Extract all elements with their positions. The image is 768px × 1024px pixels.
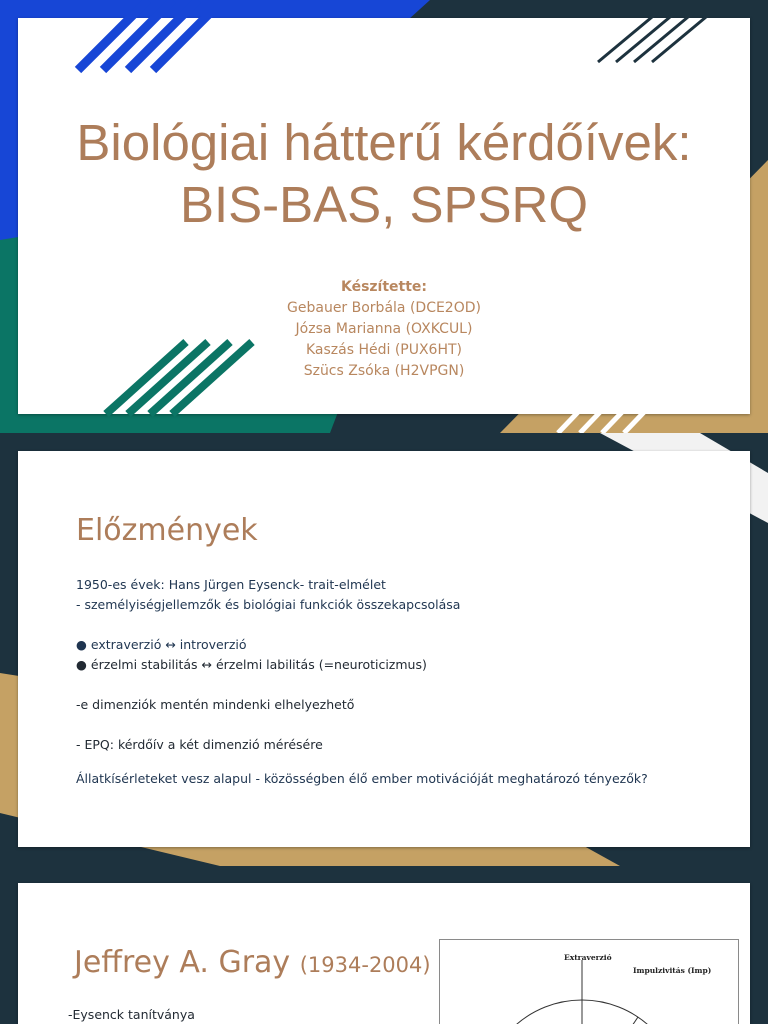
history-line-2: - személyiségjellemzők és biológiai funkciók összekapcsolása [76,597,461,612]
slide-2-heading: Előzmények [76,513,258,548]
slide-2 [0,433,768,866]
bullet-stability: ● érzelmi stabilitás ↔ érzelmi labilitás (=neuroticizmus) [76,657,427,672]
label-impulsivity: Impulzivitás (Imp) [633,966,712,975]
epq-line: - EPQ: kérdőív a két dimenzió mérésére [76,737,323,752]
heading-name: Jeffrey A. Gray [74,945,291,980]
heading-years: (1934-2004) [299,953,431,977]
title-line-2: BIS-BAS, SPSRQ [179,176,589,233]
author-2: Józsa Marianna (OXKCUL) [295,321,473,337]
slide-3 [0,866,768,1024]
history-line-1: 1950-es évek: Hans Jürgen Eysenck- trait-elmélet [76,577,386,592]
stripes-top-right [588,12,728,72]
slide-2-card [18,451,750,847]
stripes-top-left [68,0,248,90]
slide-3-line-1: -Eysenck tanítványa [68,1007,195,1022]
slide-2-body [76,575,716,789]
stripes-bottom-right [540,410,680,433]
slide-3-heading [74,945,431,980]
animal-experiments-line: Állatkísérleteket vesz alapul - közösségben élő ember motivációját meghatározó tényezők? [76,771,648,786]
credits-heading: Készítette: [340,279,428,295]
author-3: Kaszás Hédi (PUX6HT) [305,342,463,358]
gray-model-figure [439,939,739,1024]
label-extraversion: Extraverzió [564,953,612,962]
slide-1 [0,0,768,433]
credits [18,277,750,382]
title-line-1: Biológiai hátterű kérdőívek: [76,114,692,171]
dimension-line: -e dimenziók mentén mindenki elhelyezhető [76,697,355,712]
author-1: Gebauer Borbála (DCE2OD) [287,300,481,316]
slide-1-card [18,18,750,414]
presentation-title [18,112,750,236]
author-4: Szücs Zsóka (H2VPGN) [303,363,465,379]
slide-3-card [18,883,750,1024]
bullet-extraversion: ● extraverzió ↔ introverzió [76,637,247,652]
